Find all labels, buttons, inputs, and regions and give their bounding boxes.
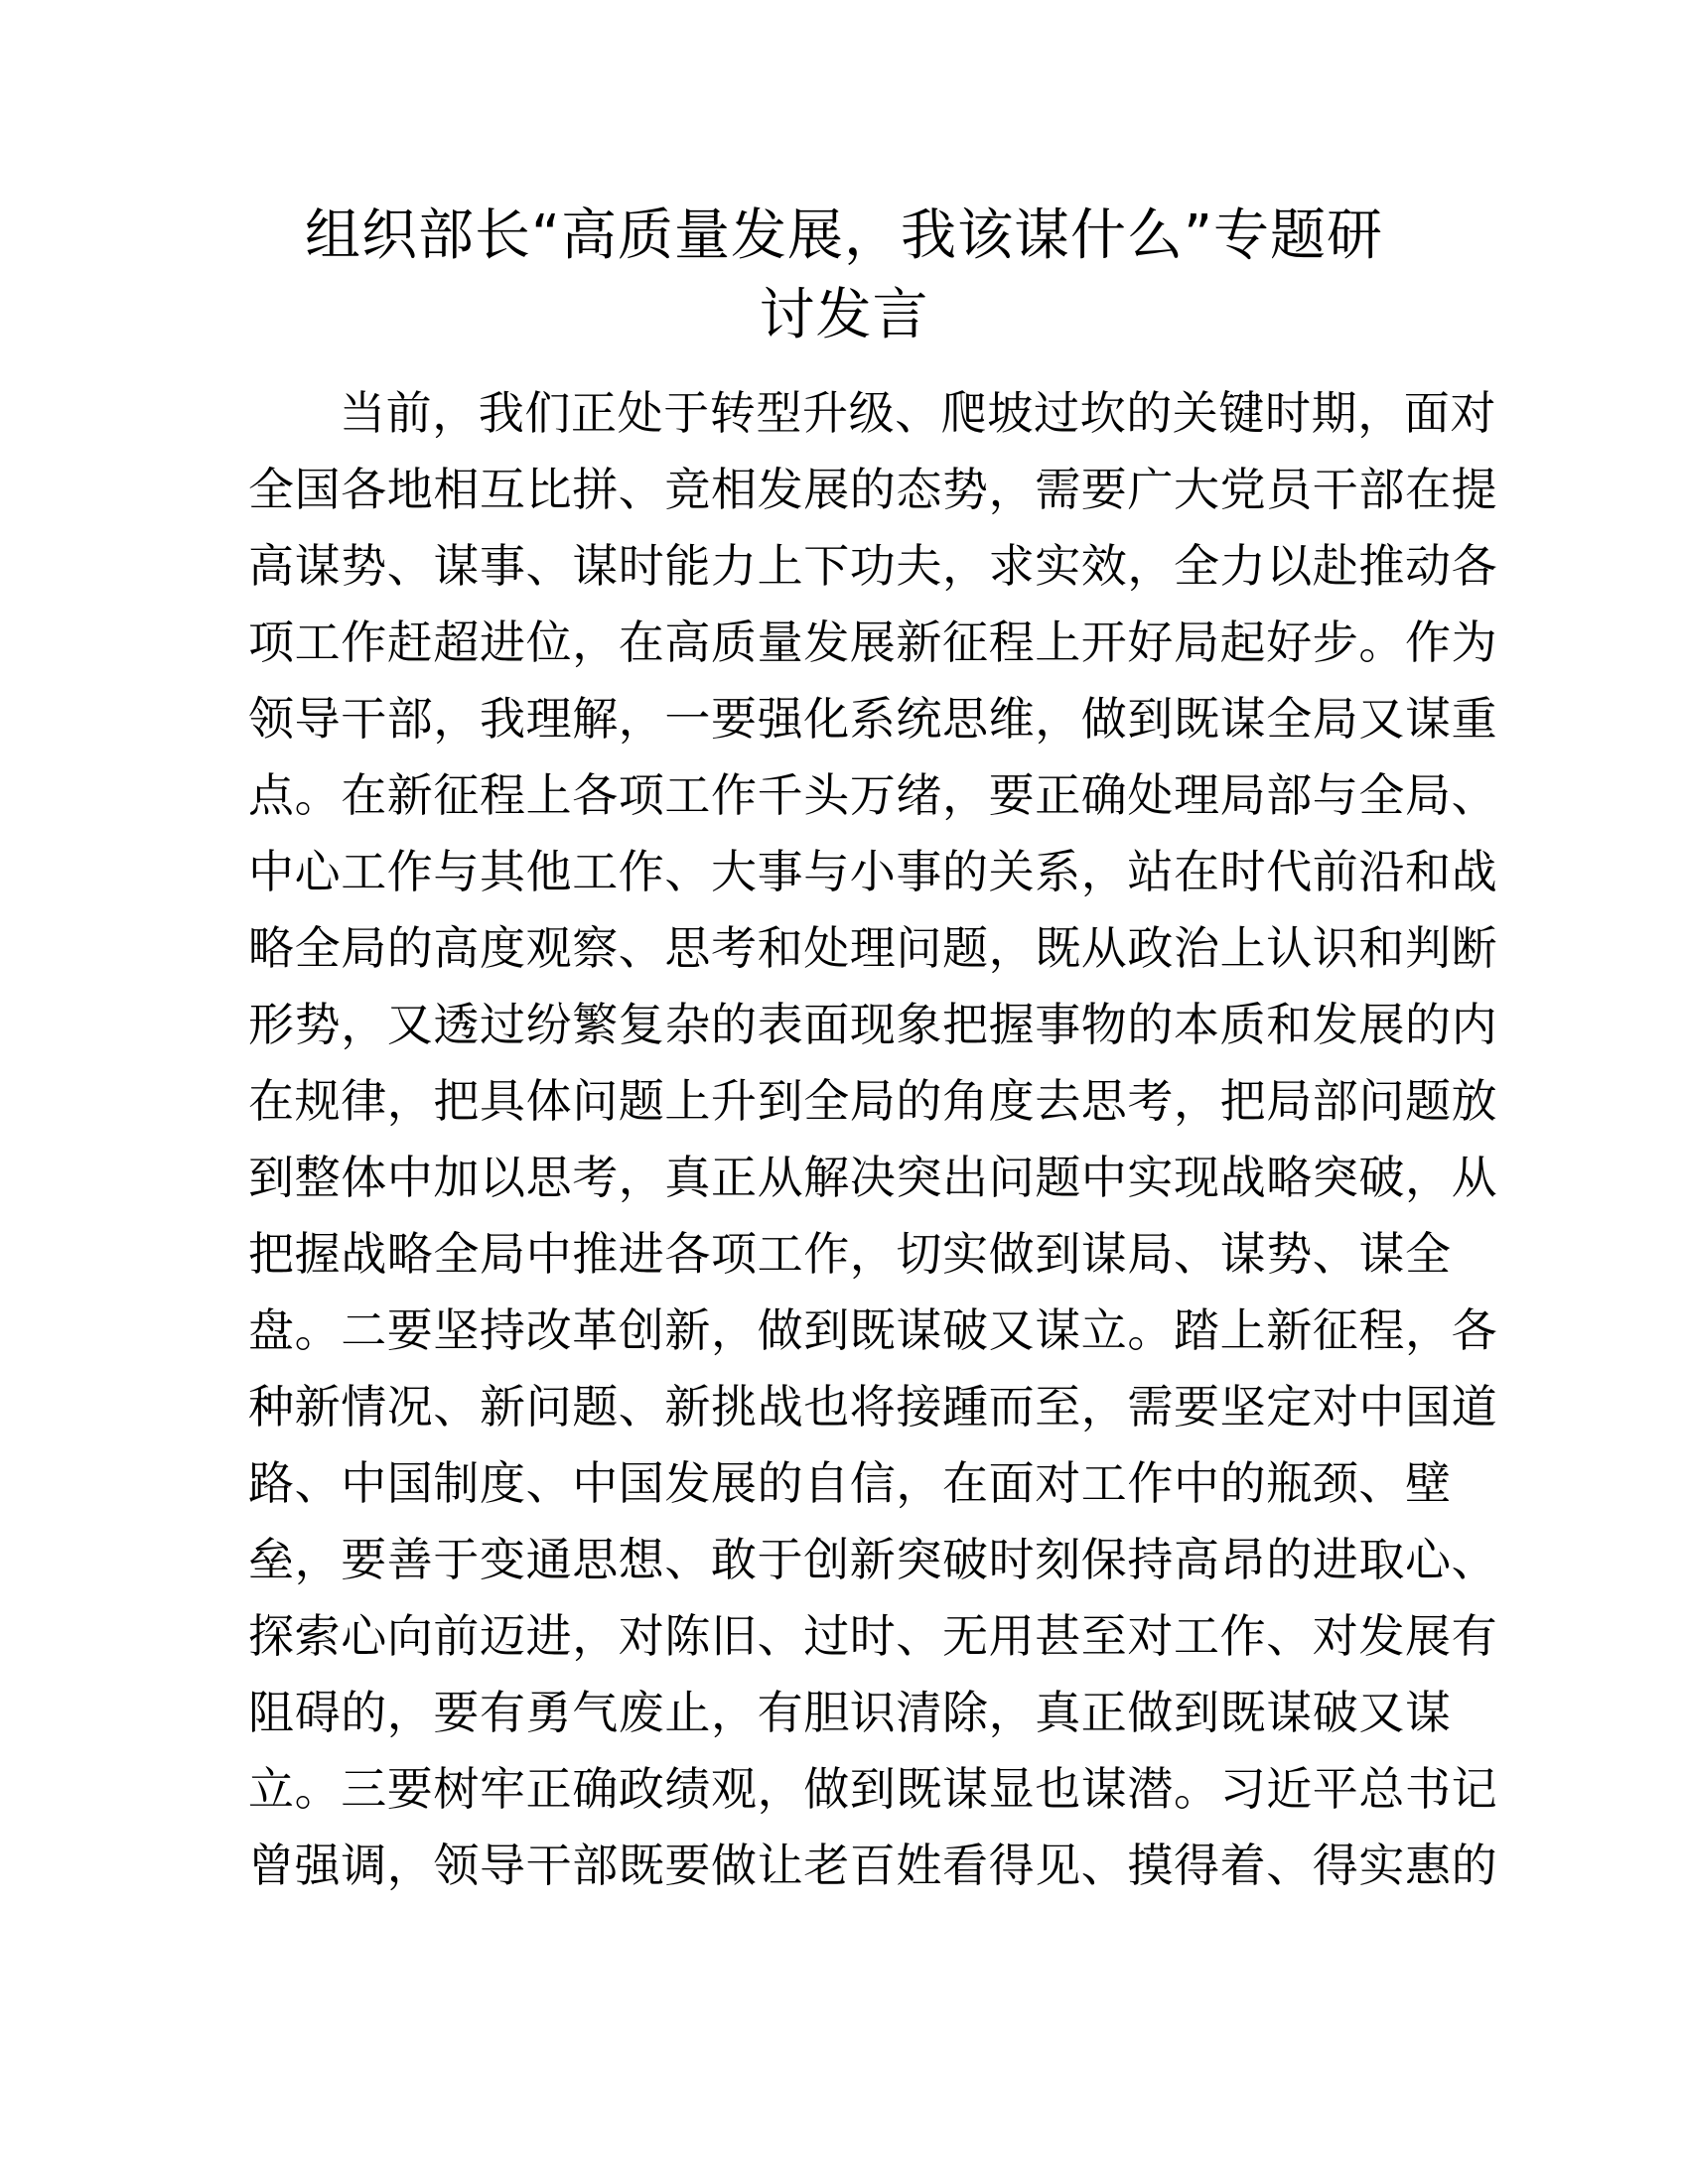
paragraph-line: 探索心向前迈进，对陈旧、过时、无用甚至对工作、对发展有: [248, 1609, 1498, 1663]
paragraph-line: 高谋势、谋事、谋时能力上下功夫，求实效，全力以赴推动各: [248, 539, 1498, 593]
paragraph-line: 盘。二要坚持改革创新，做到既谋破又谋立。踏上新征程，各: [248, 1303, 1498, 1357]
paragraph-line: 垒，要善于变通思想、敢于创新突破时刻保持高昂的进取心、: [248, 1533, 1498, 1586]
paragraph-line: 中心工作与其他工作、大事与小事的关系，站在时代前沿和战: [248, 845, 1498, 898]
paragraph-line: 领导干部，我理解，一要强化系统思维，做到既谋全局又谋重: [248, 692, 1498, 746]
paragraph-line: 略全局的高度观察、思考和处理问题，既从政治上认识和判断: [248, 921, 1498, 975]
paragraph-line: 到整体中加以思考，真正从解决突出问题中实现战略突破，从: [248, 1151, 1498, 1204]
paragraph-line: 项工作赶超进位，在高质量发展新征程上开好局起好步。作为: [248, 615, 1498, 669]
paragraph-line: 阻碍的，要有勇气废止，有胆识清除，真正做到既谋破又谋: [248, 1686, 1452, 1739]
paragraph-line: 当前，我们正处于转型升级、爬坡过坎的关键时期，面对: [340, 386, 1496, 440]
paragraph-line: 路、中国制度、中国发展的自信，在面对工作中的瓶颈、壁: [248, 1456, 1452, 1510]
paragraph-line: 在规律，把具体问题上升到全局的角度去思考，把局部问题放: [248, 1074, 1498, 1128]
title-line-1: 组织部长“高质量发展，我该谋什么”专题研: [304, 204, 1384, 268]
paragraph-line: 形势，又透过纷繁复杂的表面现象把握事物的本质和发展的内: [248, 998, 1498, 1051]
paragraph-line: 把握战略全局中推进各项工作，切实做到谋局、谋势、谋全: [248, 1227, 1452, 1281]
paragraph-line: 全国各地相互比拼、竞相发展的态势，需要广大党员干部在提: [248, 463, 1498, 516]
document-title: [199, 197, 1489, 355]
body-paragraph: [248, 375, 1498, 1904]
paragraph-line: 种新情况、新问题、新挑战也将接踵而至，需要坚定对中国道: [248, 1380, 1498, 1433]
paragraph-line: 立。三要树牢正确政绩观，做到既谋显也谋潜。习近平总书记: [248, 1762, 1498, 1816]
paragraph-line: 曾强调，领导干部既要做让老百姓看得见、摸得着、得实惠的: [248, 1839, 1498, 1892]
title-line-2: 讨发言: [759, 283, 929, 347]
paragraph-line: 点。在新征程上各项工作千头万绪，要正确处理局部与全局、: [248, 768, 1498, 822]
